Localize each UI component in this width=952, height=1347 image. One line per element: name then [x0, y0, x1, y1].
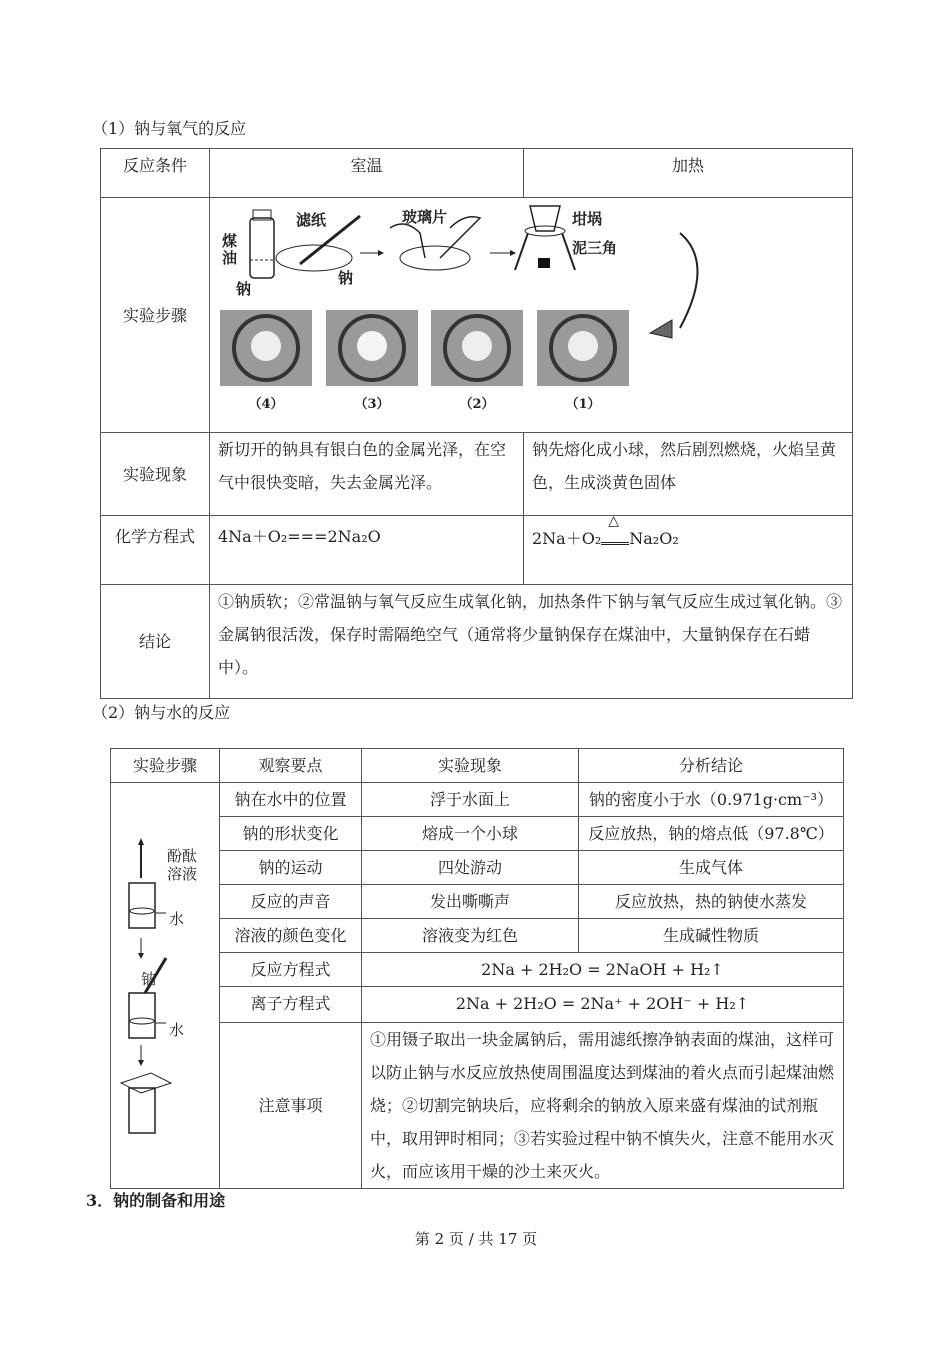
section-1-title: （1）钠与氧气的反应: [92, 119, 247, 138]
photo-3: [326, 310, 418, 386]
label-filter-paper: 滤纸: [296, 211, 327, 229]
row-phenomenon: 熔成一个小球: [362, 817, 579, 851]
row-phenomenon: 发出嘶嘶声: [362, 885, 579, 919]
header-heating: 加热: [524, 149, 853, 198]
sodium-oxygen-table: [100, 148, 853, 699]
row-phenomenon: 溶液变为红色: [362, 919, 579, 953]
row-label: 钠的形状变化: [220, 817, 362, 851]
steps-label: 实验步骤: [101, 198, 210, 433]
header-condition: 反应条件: [101, 149, 210, 198]
phenomenon-heat: 钠先熔化成小球，然后剧烈燃烧，火焰呈黄色，生成淡黄色固体: [524, 433, 853, 516]
phenomenon-label: 实验现象: [101, 433, 210, 516]
sodium-water-table: [110, 748, 844, 1189]
reaction-label: 反应方程式: [220, 953, 362, 987]
label-sodium: 钠: [338, 269, 354, 287]
label-phenolphthalein: 酚酞 溶液: [167, 847, 198, 883]
header-conclusion: 分析结论: [579, 749, 844, 783]
phenomenon-room: 新切开的钠具有银白色的金属光泽，在空气中很快变暗，失去金属光泽。: [210, 433, 524, 516]
notes-text: ①用镊子取出一块金属钠后，需用滤纸擦净钠表面的煤油，这样可以防止钠与水反应放热使周围温度达到煤油的着火点而引起煤油燃烧；②切割完钠块后，应将剩余的钠放入原来盛有煤油的试剂瓶中，取用钾时相同；③若实验过程中钠不慎失火，注意不能用水灭火，而应该用干燥的沙土来灭火。: [362, 1023, 844, 1189]
row-conclusion: 生成碱性物质: [579, 919, 844, 953]
row-phenomenon: 浮于水面上: [362, 783, 579, 817]
heat-condition: △: [608, 513, 620, 529]
section-2-title: （2）钠与水的反应: [92, 703, 231, 722]
label-kerosene: 煤 油: [222, 232, 238, 267]
equation-heat: [524, 513, 853, 585]
row-label: 钠的运动: [220, 851, 362, 885]
row-label: 钠在水中的位置: [220, 783, 362, 817]
equation-label: 化学方程式: [101, 516, 210, 585]
row-label: 反应的声音: [220, 885, 362, 919]
label-water-2: 水: [169, 1021, 185, 1039]
caption-2: （2）: [459, 397, 495, 412]
caption-3: （3）: [354, 397, 390, 412]
row-phenomenon: 四处游动: [362, 851, 579, 885]
water-experiment-figure: [111, 783, 220, 1189]
ionic-equation: 2Na + 2H₂O = 2Na⁺ + 2OH⁻ + H₂↑: [362, 987, 844, 1023]
ionic-label: 离子方程式: [220, 987, 362, 1023]
header-phenomenon: 实验现象: [362, 749, 579, 783]
header-steps: 实验步骤: [111, 749, 220, 783]
row-conclusion: 钠的密度小于水（0.971g·cm⁻³）: [579, 783, 844, 817]
photo-4: [220, 310, 312, 386]
header-observation: 观察要点: [220, 749, 362, 783]
label-glass: 玻璃片: [402, 208, 448, 226]
equation-heat-right: Na₂O₂: [629, 529, 679, 548]
caption-1: （1）: [565, 397, 601, 412]
conclusion-text: ①钠质软；②常温钠与氧气反应生成氧化钠，加热条件下钠与氧气反应生成过氧化钠。③金属钠很活泼，保存时需隔绝空气（通常将少量钠保存在煤油中，大量钠保存在石蜡中）。: [210, 585, 853, 699]
label-clay-triangle: 泥三角: [572, 239, 618, 257]
header-room-temp: 室温: [210, 149, 524, 198]
photo-2: [431, 310, 523, 386]
caption-4: （4）: [248, 397, 284, 412]
row-conclusion: 生成气体: [579, 851, 844, 885]
photo-1: [537, 310, 629, 386]
notes-label: 注意事项: [220, 1023, 362, 1189]
label-sodium-2: 钠: [141, 970, 157, 988]
beaker-diagram: [111, 783, 220, 1189]
equation-heat-left: 2Na＋O₂: [532, 529, 602, 548]
steps-figure: [210, 198, 853, 433]
row-conclusion: 反应放热，热的钠使水蒸发: [579, 885, 844, 919]
section-3-title: 3．钠的制备和用途: [86, 1191, 226, 1210]
label-sodium-bottle: 钠: [236, 280, 252, 298]
label-water-1: 水: [169, 910, 185, 928]
reaction-equation: 2Na + 2H₂O = 2NaOH + H₂↑: [362, 953, 844, 987]
equation-room: 4Na＋O₂===2Na₂O: [210, 516, 524, 585]
row-label: 溶液的颜色变化: [220, 919, 362, 953]
row-conclusion: 反应放热，钠的熔点低（97.8℃）: [579, 817, 844, 851]
page-footer: 第 2 页 / 共 17 页: [414, 1230, 538, 1248]
conclusion-label: 结论: [101, 585, 210, 699]
label-crucible: 坩埚: [572, 210, 603, 228]
